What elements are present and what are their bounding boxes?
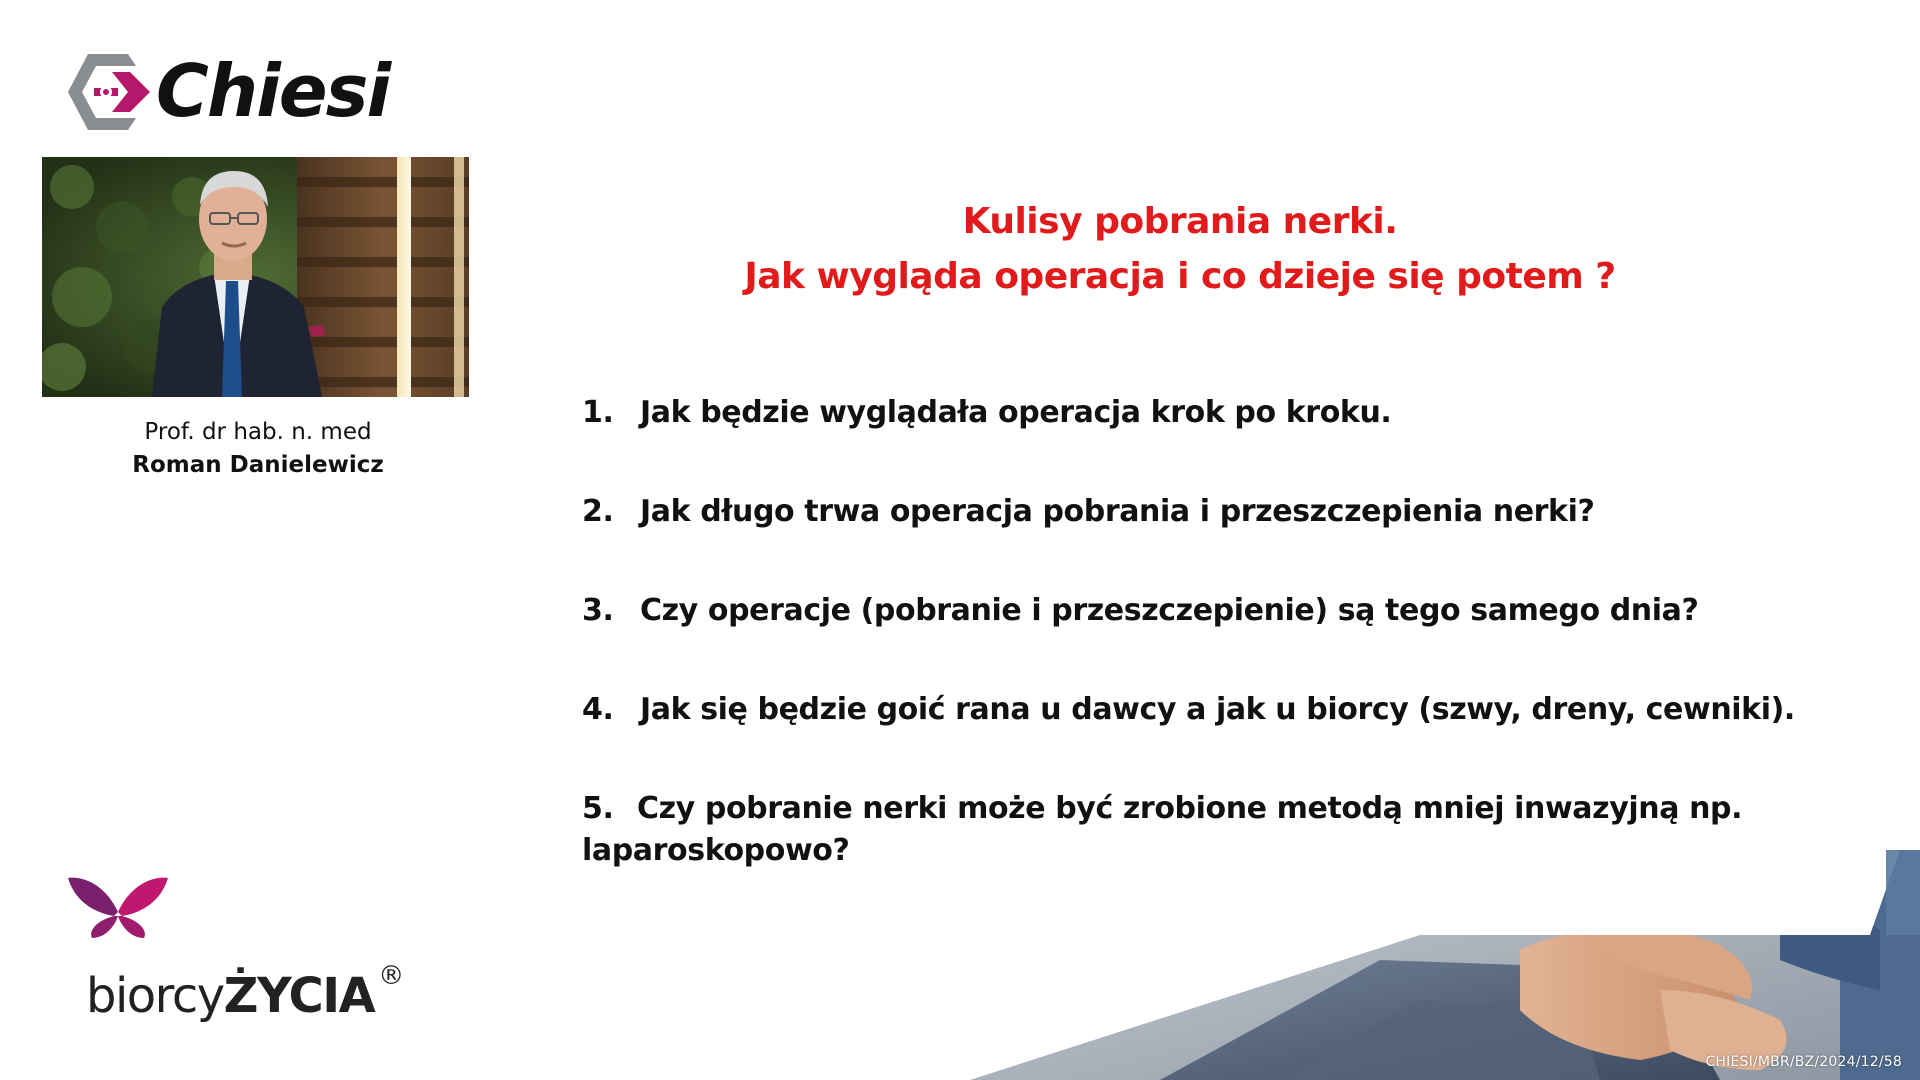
- footer-code: CHIESI/MBR/BZ/2024/12/58: [1705, 1054, 1902, 1070]
- list-item-text: Czy pobranie nerki może być zrobione metodą mniej inwazyjną np.: [637, 791, 1743, 826]
- slide-title-line-2: Jak wygląda operacja i co dzieje się potem ?: [744, 256, 1616, 297]
- list-item-text-continuation: laparoskopowo?: [582, 833, 850, 868]
- list-item-text: Jak długo trwa operacja pobrania i przeszczepienia nerki?: [640, 494, 1595, 529]
- speaker-title: Prof. dr hab. n. med: [144, 419, 372, 445]
- list-item: [582, 590, 1882, 632]
- slide-title-line-1: Kulisy pobrania nerki.: [962, 201, 1398, 242]
- list-item-number: 1.: [582, 395, 614, 430]
- biorcy-wordmark: [86, 946, 403, 1026]
- list-item: [582, 689, 1882, 731]
- biorcy-word-bold: ŻYCIA: [223, 968, 375, 1024]
- butterfly-icon: [68, 876, 168, 940]
- list-item-number: 5.: [582, 791, 614, 826]
- list-item-text: Jak się będzie goić rana u dawcy a jak u biorcy (szwy, dreny, cewniki).: [640, 692, 1795, 727]
- list-item: [582, 392, 1882, 434]
- speaker-video-frame: [42, 157, 469, 397]
- list-item-number: 2.: [582, 494, 614, 529]
- speaker-video: [42, 157, 469, 397]
- list-item-text: Jak będzie wyglądała operacja krok po kroku.: [640, 395, 1392, 430]
- slide-title: [560, 194, 1800, 304]
- speaker-name: Roman Danielewicz: [132, 452, 384, 478]
- list-item-text: Czy operacje (pobranie i przeszczepienie) są tego samego dnia?: [640, 593, 1699, 628]
- list-item-number: 3.: [582, 593, 614, 628]
- chiesi-mark-icon: [68, 54, 152, 130]
- biorcy-word-light: biorcy: [86, 968, 224, 1024]
- speaker-caption: [42, 416, 474, 482]
- chiesi-logo: [68, 49, 390, 133]
- chiesi-wordmark: Chiesi: [156, 49, 390, 133]
- registered-mark: ®: [378, 961, 403, 991]
- holding-hands-photo: [960, 850, 1920, 1080]
- biorcy-zycia-logo: [68, 876, 403, 1024]
- list-item-number: 4.: [582, 692, 614, 727]
- list-item: [582, 491, 1882, 533]
